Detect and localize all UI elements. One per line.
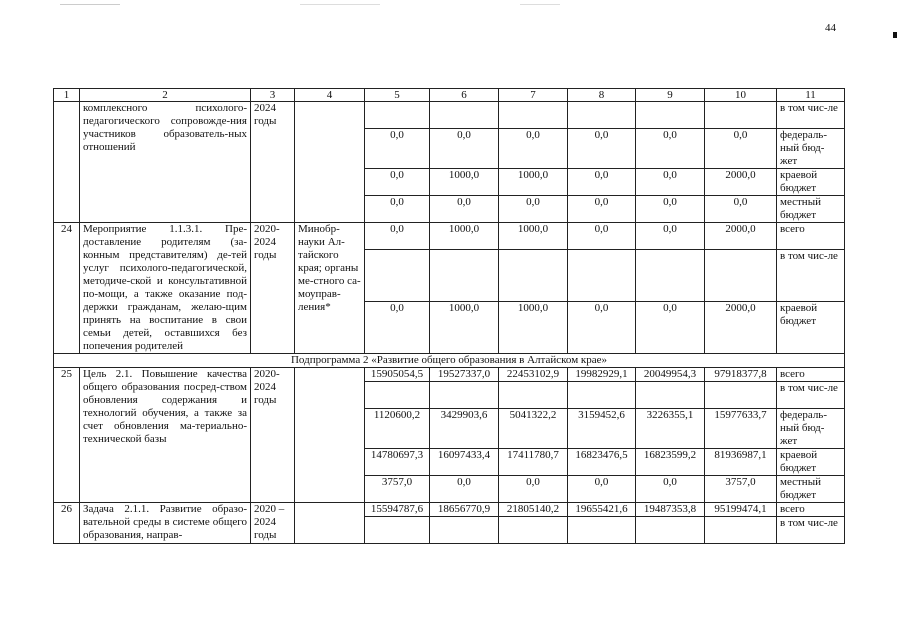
value-cell bbox=[430, 517, 499, 544]
value-cell bbox=[705, 102, 777, 129]
value-cell bbox=[705, 249, 777, 301]
page-number: 44 bbox=[825, 22, 836, 34]
value-cell: 3757,0 bbox=[705, 476, 777, 503]
column-header-1: 1 bbox=[54, 89, 80, 102]
column-header-2: 2 bbox=[80, 89, 251, 102]
value-cell bbox=[499, 517, 568, 544]
value-cell bbox=[499, 249, 568, 301]
value-cell bbox=[568, 102, 636, 129]
value-cell bbox=[430, 249, 499, 301]
value-cell: 1000,0 bbox=[430, 301, 499, 353]
value-cell: 15594787,6 bbox=[365, 503, 430, 517]
value-cell: 1000,0 bbox=[499, 301, 568, 353]
value-cell bbox=[365, 249, 430, 301]
column-header-8: 8 bbox=[568, 89, 636, 102]
scan-edge-mark bbox=[893, 32, 897, 38]
value-cell bbox=[636, 382, 705, 409]
row-period: 2020-2024 годы bbox=[251, 368, 295, 503]
row-description: Мероприятие 1.1.3.1. Пре-доставление родителям (за-конным представителям) де-тей услуг психолого-педагогической, методиче-ской и консультативной по-мощи, а также оказание под-держки гражданам, желаю-щим принять на воспитание в свои семьи детей, оставшихся без попечения родителей bbox=[80, 223, 251, 354]
funding-source: краевой бюджет bbox=[777, 301, 845, 353]
value-cell: 97918377,8 bbox=[705, 368, 777, 382]
value-cell: 22453102,9 bbox=[499, 368, 568, 382]
value-cell: 2000,0 bbox=[705, 223, 777, 250]
value-cell bbox=[636, 102, 705, 129]
row-number: 25 bbox=[54, 368, 80, 503]
row-period: 2020 – 2024 годы bbox=[251, 503, 295, 544]
value-cell: 3429903,6 bbox=[430, 409, 499, 449]
value-cell: 0,0 bbox=[430, 129, 499, 169]
value-cell bbox=[568, 249, 636, 301]
row-period: 2020-2024 годы bbox=[251, 223, 295, 354]
row-description: Цель 2.1. Повышение качества общего образования посред-ством обновления содержания и технологий обучения, а также за счет обновления ма-териально-технической базы bbox=[80, 368, 251, 503]
value-cell: 0,0 bbox=[430, 196, 499, 223]
row-number: 26 bbox=[54, 503, 80, 544]
value-cell: 0,0 bbox=[499, 476, 568, 503]
value-cell bbox=[705, 517, 777, 544]
value-cell: 0,0 bbox=[568, 196, 636, 223]
value-cell bbox=[365, 382, 430, 409]
value-cell: 0,0 bbox=[568, 169, 636, 196]
value-cell: 0,0 bbox=[636, 196, 705, 223]
value-cell: 20049954,3 bbox=[636, 368, 705, 382]
column-header-3: 3 bbox=[251, 89, 295, 102]
value-cell bbox=[636, 249, 705, 301]
scan-artifact bbox=[520, 4, 560, 5]
value-cell: 0,0 bbox=[636, 301, 705, 353]
value-cell: 16823476,5 bbox=[568, 449, 636, 476]
row-description: комплексного психолого-педагогического сопровожде-ния участников образователь-ных отношений bbox=[80, 102, 251, 223]
scan-artifact bbox=[300, 4, 380, 5]
value-cell: 1000,0 bbox=[430, 169, 499, 196]
value-cell: 0,0 bbox=[705, 129, 777, 169]
value-cell: 0,0 bbox=[499, 196, 568, 223]
funding-source: краевой бюджет bbox=[777, 169, 845, 196]
column-header-11: 11 bbox=[777, 89, 845, 102]
column-header-5: 5 bbox=[365, 89, 430, 102]
scan-artifact bbox=[60, 4, 120, 5]
value-cell: 2000,0 bbox=[705, 169, 777, 196]
value-cell: 1000,0 bbox=[499, 169, 568, 196]
value-cell: 0,0 bbox=[365, 301, 430, 353]
value-cell bbox=[499, 382, 568, 409]
funding-source: федераль-ный бюд-жет bbox=[777, 129, 845, 169]
value-cell: 1000,0 bbox=[430, 223, 499, 250]
value-cell: 15905054,5 bbox=[365, 368, 430, 382]
funding-source: всего bbox=[777, 503, 845, 517]
table-row bbox=[54, 354, 845, 368]
row-executor bbox=[295, 368, 365, 503]
row-executor bbox=[295, 102, 365, 223]
value-cell: 95199474,1 bbox=[705, 503, 777, 517]
value-cell: 0,0 bbox=[365, 223, 430, 250]
funding-source: в том чис-ле bbox=[777, 517, 845, 544]
value-cell: 0,0 bbox=[365, 129, 430, 169]
value-cell: 16823599,2 bbox=[636, 449, 705, 476]
value-cell: 0,0 bbox=[568, 129, 636, 169]
funding-source: в том чис-ле bbox=[777, 249, 845, 301]
funding-source: местный бюджет bbox=[777, 476, 845, 503]
value-cell: 0,0 bbox=[568, 223, 636, 250]
funding-source: в том чис-ле bbox=[777, 382, 845, 409]
value-cell bbox=[365, 517, 430, 544]
column-header-9: 9 bbox=[636, 89, 705, 102]
value-cell: 19487353,8 bbox=[636, 503, 705, 517]
value-cell: 3159452,6 bbox=[568, 409, 636, 449]
value-cell bbox=[568, 382, 636, 409]
table-row bbox=[54, 503, 845, 517]
value-cell: 17411780,7 bbox=[499, 449, 568, 476]
funding-source: местный бюджет bbox=[777, 196, 845, 223]
budget-table bbox=[53, 88, 845, 544]
row-executor bbox=[295, 503, 365, 544]
value-cell bbox=[568, 517, 636, 544]
value-cell bbox=[430, 102, 499, 129]
funding-source: в том чис-ле bbox=[777, 102, 845, 129]
funding-source: краевой бюджет bbox=[777, 449, 845, 476]
value-cell: 0,0 bbox=[636, 476, 705, 503]
header-row bbox=[54, 89, 845, 102]
value-cell: 3226355,1 bbox=[636, 409, 705, 449]
row-number bbox=[54, 102, 80, 223]
value-cell: 0,0 bbox=[636, 223, 705, 250]
value-cell: 0,0 bbox=[499, 129, 568, 169]
funding-source: всего bbox=[777, 223, 845, 250]
value-cell: 0,0 bbox=[365, 196, 430, 223]
value-cell: 18656770,9 bbox=[430, 503, 499, 517]
value-cell: 14780697,3 bbox=[365, 449, 430, 476]
row-number: 24 bbox=[54, 223, 80, 354]
column-header-4: 4 bbox=[295, 89, 365, 102]
row-description: Задача 2.1.1. Развитие образо-вательной среды в системе общего образования, направ- bbox=[80, 503, 251, 544]
column-header-6: 6 bbox=[430, 89, 499, 102]
value-cell bbox=[499, 102, 568, 129]
value-cell: 21805140,2 bbox=[499, 503, 568, 517]
value-cell: 0,0 bbox=[705, 196, 777, 223]
value-cell: 3757,0 bbox=[365, 476, 430, 503]
funding-source: всего bbox=[777, 368, 845, 382]
column-header-7: 7 bbox=[499, 89, 568, 102]
row-period: 2024 годы bbox=[251, 102, 295, 223]
value-cell: 2000,0 bbox=[705, 301, 777, 353]
funding-source: федераль-ный бюд-жет bbox=[777, 409, 845, 449]
subprogram-title: Подпрограмма 2 «Развитие общего образования в Алтайском крае» bbox=[54, 354, 845, 368]
row-executor: Минобр-науки Ал-тайского края; органы ме-стного са-моуправ-ления* bbox=[295, 223, 365, 354]
table-row bbox=[54, 223, 845, 250]
value-cell: 0,0 bbox=[636, 169, 705, 196]
value-cell: 19982929,1 bbox=[568, 368, 636, 382]
value-cell bbox=[636, 517, 705, 544]
value-cell: 0,0 bbox=[636, 129, 705, 169]
value-cell: 16097433,4 bbox=[430, 449, 499, 476]
value-cell: 0,0 bbox=[430, 476, 499, 503]
table-row bbox=[54, 102, 845, 129]
value-cell bbox=[430, 382, 499, 409]
value-cell: 15977633,7 bbox=[705, 409, 777, 449]
value-cell bbox=[365, 102, 430, 129]
value-cell: 0,0 bbox=[568, 301, 636, 353]
value-cell: 19527337,0 bbox=[430, 368, 499, 382]
value-cell: 0,0 bbox=[365, 169, 430, 196]
value-cell: 5041322,2 bbox=[499, 409, 568, 449]
column-header-10: 10 bbox=[705, 89, 777, 102]
value-cell: 1000,0 bbox=[499, 223, 568, 250]
table-row bbox=[54, 368, 845, 382]
value-cell bbox=[705, 382, 777, 409]
value-cell: 81936987,1 bbox=[705, 449, 777, 476]
value-cell: 1120600,2 bbox=[365, 409, 430, 449]
value-cell: 19655421,6 bbox=[568, 503, 636, 517]
value-cell: 0,0 bbox=[568, 476, 636, 503]
